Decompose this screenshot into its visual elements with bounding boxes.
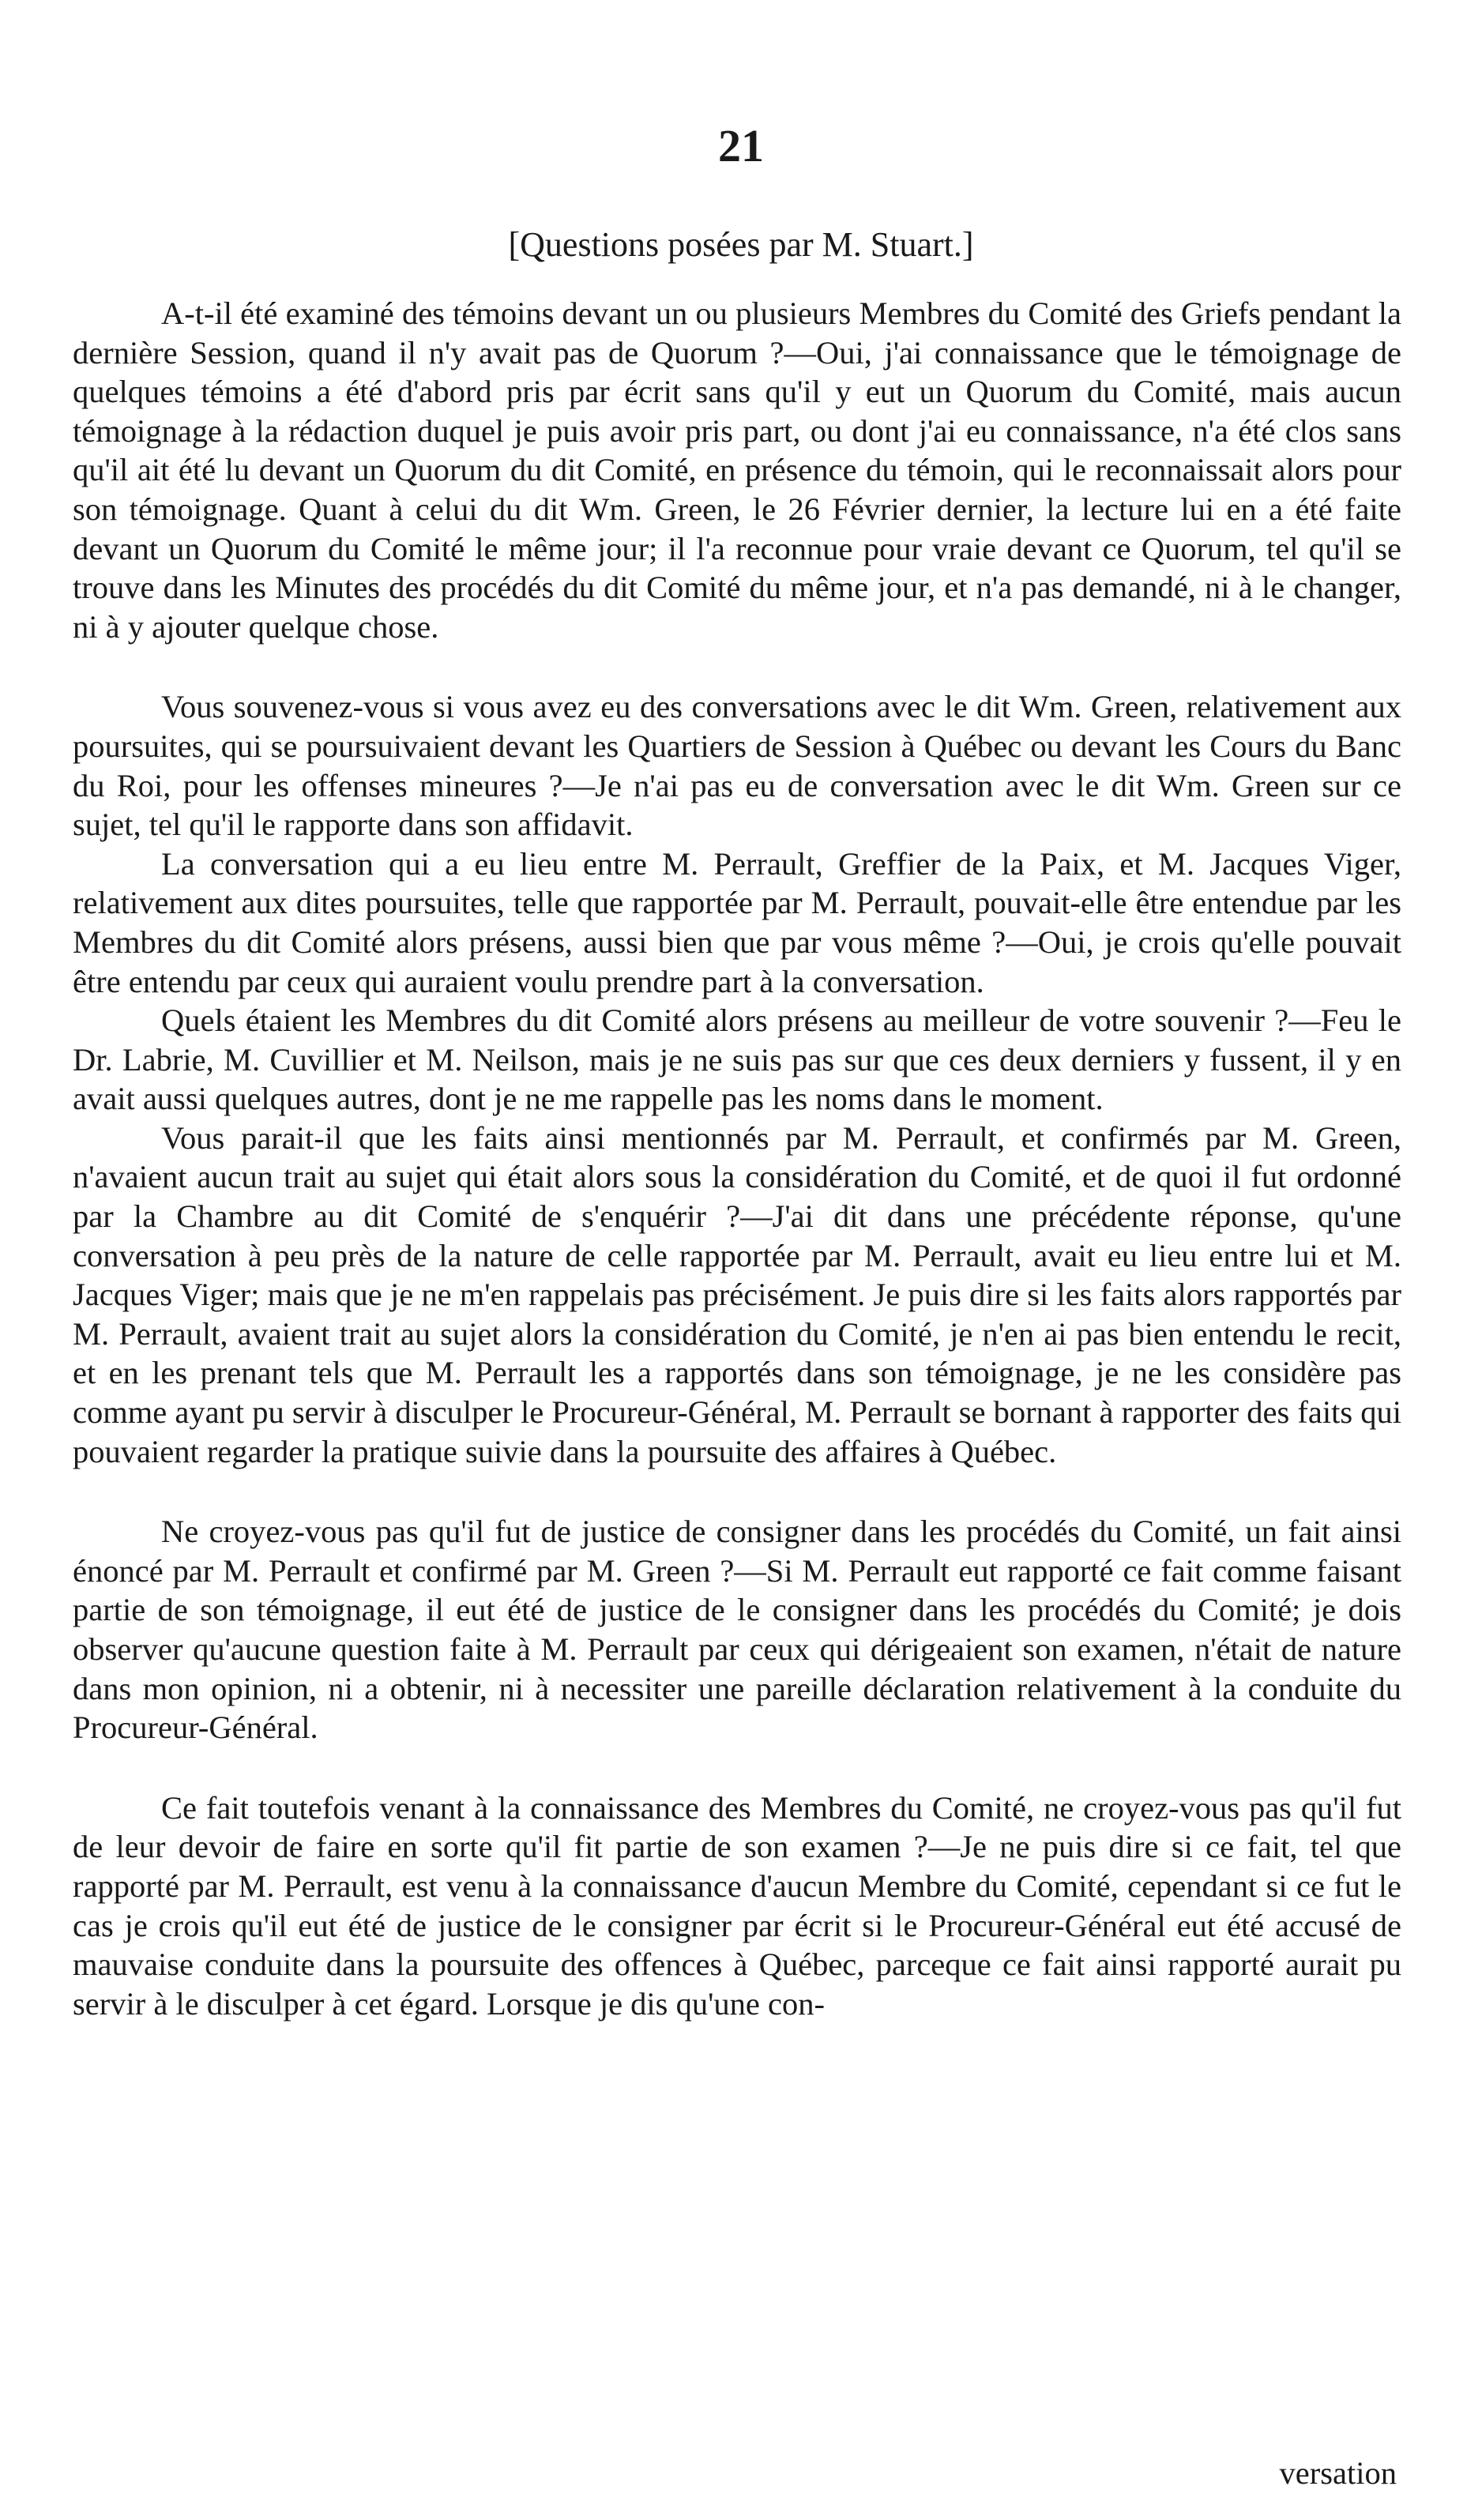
section-header: [Questions posées par M. Stuart.] [508, 225, 974, 264]
body-text [73, 294, 1401, 2023]
paragraph-3: La conversation qui a eu lieu entre M. Perrault, Greffier de la Paix, et M. Jacques Viger, relativement aux dites poursuites, telle que rapportée par M. Perrault, pouvait-elle être entendue par les Membres du dit Comité alors présens, aussi bien que par vous même ?—Oui, je crois qu'elle pouvait être entendu par ceux qui auraient voulu prendre part à la conversation. [73, 845, 1401, 999]
paragraph-1: A-t-il été examiné des témoins devant un ou plusieurs Membres du Comité des Griefs pendant la dernière Session, quand il n'y avait pas de Quorum ?—Oui, j'ai connaissance que le témoignage de quelques témoins a été d'abord pris par écrit sans qu'il y eut un Quorum du Comité, mais aucun témoignage à la rédaction duquel je puis avoir pris part, ou dont j'ai eu connaissance, n'a été clos sans qu'il ait été lu devant un Quorum du dit Comité, en présence du témoin, qui le reconnaissait alors pour son témoignage. Quant à celui du dit Wm. Green, le 26 Février dernier, la lecture lui en a été faite devant un Quorum du Comité le même jour; il l'a reconnue pour vraie devant ce Quorum, tel qu'il se trouve dans les Minutes des procédés du dit Comité du même jour, et n'a pas demandé, ni à le changer, ni à y ajouter quelque chose. [73, 295, 1401, 645]
paragraph-5: Vous parait-il que les faits ainsi mentionnés par M. Perrault, et confirmés par M. Green, n'avaient aucun trait au sujet qui était alors sous la considération du Comité, et de quoi il fut ordonné par la Chambre au dit Comité de s'enquérir ?—J'ai dit dans une précédente réponse, qu'une conversation à peu près de la nature de celle rapportée par M. Perrault, avait eu lieu entre lui et M. Jacques Viger; mais que je ne m'en rappelais pas précisément. Je puis dire si les faits alors rapportés par M. Perrault, avaient trait au sujet alors la considération du Comité, je n'en ai pas bien entendu le recit, et en les prenant tels que M. Perrault les a rapportés dans son témoignage, je ne les considère pas comme ayant pu servir à disculper le Procureur-Général, M. Perrault se bornant à rapporter des faits qui pouvaient regarder la pratique suivie dans la poursuite des affaires à Québec. [73, 1119, 1401, 1469]
paragraph-6: Ne croyez-vous pas qu'il fut de justice de consigner dans les procédés du Comité, un fait ainsi énoncé par M. Perrault et confirmé par M. Green ?—Si M. Perrault eut rapporté ce fait comme faisant partie de son témoignage, il eut été de justice de le consigner dans les procédés du Comité; je dois observer qu'aucune question faite à M. Perrault par ceux qui dérigeaient son examen, n'était de nature dans mon opinion, ni a obtenir, ni à necessiter une pareille déclaration relativement à la conduite du Procureur-Général. [73, 1514, 1401, 1746]
paragraph-2: Vous souvenez-vous si vous avez eu des conversations avec le dit Wm. Green, relativement aux poursuites, qui se poursuivaient devant les Quartiers de Session à Québec ou devant les Cours du Banc du Roi, pour les offenses mineures ?—Je n'ai pas eu de conversation avec le dit Wm. Green sur ce sujet, tel qu'il le rapporte dans son affidavit. [73, 689, 1401, 843]
paragraph-7: Ce fait toutefois venant à la connaissance des Membres du Comité, ne croyez-vous pas qu'il fut de leur devoir de faire en sorte qu'il fit partie de son examen ?—Je ne puis dire si ce fait, tel que rapporté par M. Perrault, est venu à la connaissance d'aucun Membre du Comité, cependant si ce fut le cas je crois qu'il eut été de justice de le consigner par écrit si le Procureur-Général eut été accusé de mauvaise conduite dans la poursuite des offences à Québec, parceque ce fait ainsi rapporté aurait pu servir à le disculper à cet égard. Lorsque je dis qu'une con- [73, 1789, 1401, 2022]
catchword: versation [1279, 2455, 1397, 2491]
paragraph-4: Quels étaient les Membres du dit Comité alors présens au meilleur de votre souvenir ?—Feu le Dr. Labrie, M. Cuvillier et M. Neilson, mais je ne suis pas sur que ces deux derniers y fussent, il y en avait aussi quelques autres, dont je ne me rappelle pas les noms dans le moment. [73, 1002, 1401, 1117]
page-number: 21 [718, 120, 764, 171]
